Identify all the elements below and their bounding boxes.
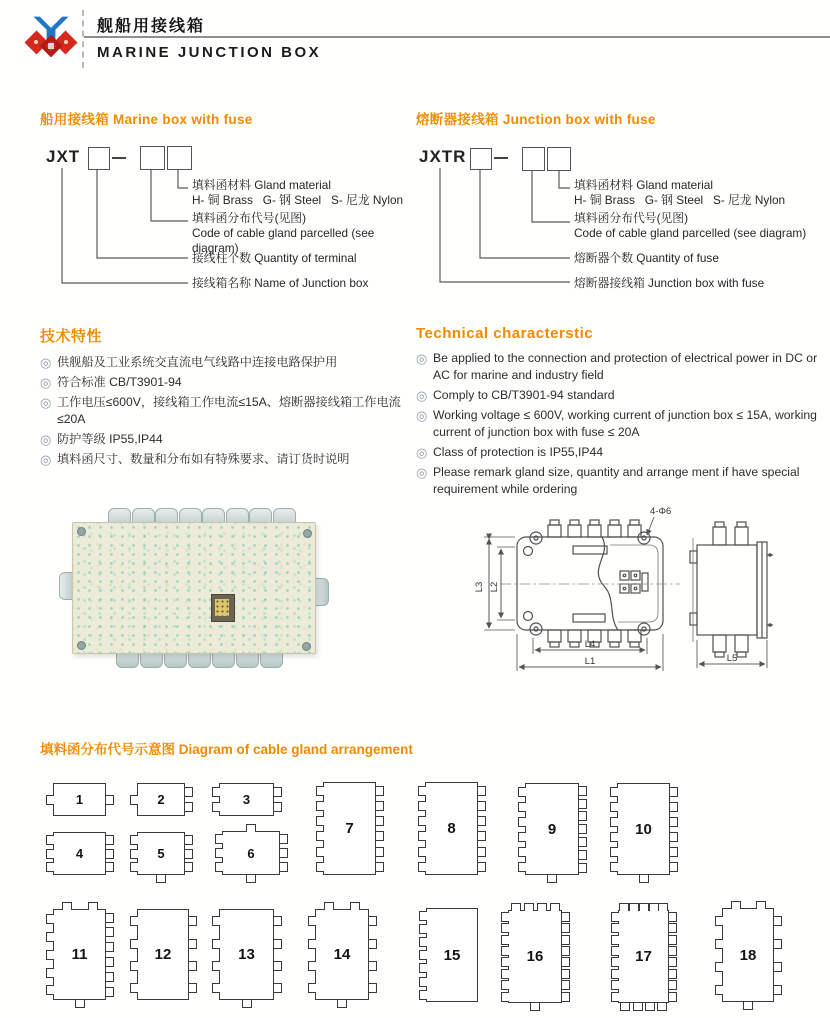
gland-box-number: 2	[157, 792, 165, 807]
gland-stub	[579, 850, 587, 860]
gland-stub	[579, 863, 587, 873]
bullet-icon: ◎	[40, 375, 52, 390]
gland-stub	[774, 985, 782, 995]
gland-stub	[550, 903, 560, 911]
heading-gland-arrangement: 填料函分布代号示意图 Diagram of cable gland arrangement	[40, 742, 413, 757]
gland-stub	[419, 990, 427, 1000]
gland-stub	[376, 831, 384, 841]
gland-stub	[419, 977, 427, 987]
gland-stub	[274, 916, 282, 926]
gland-stub	[246, 875, 256, 883]
gland-stub	[756, 901, 766, 909]
gland-stub	[669, 912, 677, 922]
gland-stub	[215, 862, 223, 872]
gland-stub	[46, 968, 54, 978]
tech-item-text: 防护等级 IP55,IP44	[57, 432, 163, 446]
gland-box-number: 14	[333, 946, 351, 963]
gland-stub	[106, 927, 114, 937]
bullet-icon: ◎	[416, 465, 428, 480]
gland-stub	[419, 963, 427, 973]
gland-stub	[280, 848, 288, 858]
tech-item-text: Class of protection is IP55,IP44	[433, 445, 604, 459]
page-title-en: MARINE JUNCTION BOX	[97, 44, 322, 61]
gland-stub	[130, 983, 138, 993]
tech-item-text: 工作电压≤600V，接线箱工作电流≤15A、熔断器接线箱工作电流≤20A	[57, 395, 401, 426]
label-fuse-box-name: 熔断器接线箱 Junction box with fuse	[574, 276, 765, 290]
gland-stub	[731, 901, 741, 909]
gland-stub	[369, 961, 377, 971]
gland-stub	[518, 802, 526, 812]
gland-box-number: 5	[157, 846, 165, 861]
gland-stub	[418, 786, 426, 796]
gland-stub	[130, 961, 138, 971]
label-gland-code-en: Code of cable gland parcelled (see diagram)	[192, 226, 378, 255]
label-gland-material: 填料函材料 Gland material	[192, 178, 331, 192]
gland-stub	[547, 875, 557, 883]
gland-box-1	[53, 783, 106, 816]
gland-stub	[189, 939, 197, 949]
gland-stub	[658, 903, 668, 911]
gland-box-number: 9	[547, 820, 557, 838]
corner-screw	[77, 641, 86, 650]
gland-stub	[620, 1003, 630, 1011]
dim-label-l1: L1	[584, 656, 596, 667]
gland-stub	[610, 817, 618, 827]
label-fuse-quantity: 熔断器个数 Quantity of fuse	[574, 251, 719, 265]
gland-stub	[156, 875, 166, 883]
gland-stub	[524, 903, 534, 911]
gland-stub	[501, 946, 509, 956]
gland-stub	[611, 923, 619, 933]
gland-stub	[316, 831, 324, 841]
label-gland-code: 填料函分布代号(见图)	[574, 211, 689, 225]
gland-stub	[308, 916, 316, 926]
model-code-jxt: JXT	[46, 147, 81, 166]
gland-stub	[324, 902, 334, 910]
gland-stub	[106, 862, 114, 872]
gland-stub	[376, 862, 384, 872]
gland-box-number: 11	[71, 946, 88, 963]
heading-fuse-box: 熔断器接线箱 Junction box with fuse	[416, 112, 656, 127]
gland-stub	[611, 957, 619, 967]
gland-stub	[562, 923, 570, 933]
gland-stub	[579, 837, 587, 847]
gland-stub	[316, 862, 324, 872]
page-title-zh: 舰船用接线箱	[97, 18, 206, 35]
tech-item-text: 填料函尺寸、数量和分布如有特殊要求、请订货时说明	[57, 452, 350, 466]
gland-stub	[774, 939, 782, 949]
gland-box-9	[525, 783, 579, 875]
gland-stub	[518, 832, 526, 842]
gland-stub	[106, 987, 114, 997]
gland-stub	[418, 816, 426, 826]
gland-box-number: 1	[75, 792, 84, 807]
gland-box-number: 3	[242, 792, 251, 807]
gland-stub	[130, 795, 138, 805]
gland-stub	[611, 912, 619, 922]
gland-stub	[212, 939, 220, 949]
gland-stub	[611, 946, 619, 956]
gland-stub	[189, 983, 197, 993]
gland-stub	[610, 787, 618, 797]
gland-box-number: 12	[154, 946, 172, 963]
gland-stub	[478, 862, 486, 872]
gland-stub	[633, 1003, 643, 1011]
gland-stub	[280, 862, 288, 872]
gland-stub	[610, 862, 618, 872]
gland-stub	[215, 834, 223, 844]
gland-stub	[280, 834, 288, 844]
gland-stub	[189, 916, 197, 926]
gland-stub	[669, 969, 677, 979]
gland-stub	[185, 835, 193, 845]
gland-box-4	[53, 832, 106, 875]
gland-stub	[419, 924, 427, 934]
gland-stub	[242, 1000, 252, 1008]
gland-stub	[308, 983, 316, 993]
gland-stub	[562, 969, 570, 979]
gland-stub	[189, 961, 197, 971]
gland-stub	[185, 802, 193, 812]
gland-stub	[418, 862, 426, 872]
model-code-jxtr: JXTR	[419, 147, 467, 166]
gland-stub	[670, 787, 678, 797]
gland-stub	[501, 957, 509, 967]
gland-box-18	[722, 908, 774, 1002]
gland-box-11	[53, 909, 106, 1000]
gland-stub	[369, 983, 377, 993]
gland-stub	[669, 992, 677, 1002]
gland-stub	[274, 961, 282, 971]
gland-stub	[419, 937, 427, 947]
gland-stub	[212, 802, 220, 812]
gland-stub	[518, 847, 526, 857]
gland-stub	[669, 946, 677, 956]
gland-stub	[418, 847, 426, 857]
gland-stub	[212, 983, 220, 993]
gland-stub	[511, 903, 521, 911]
gland-stub	[518, 862, 526, 872]
gland-stub	[715, 962, 723, 972]
gland-stub	[501, 923, 509, 933]
gland-box-number: 16	[526, 948, 544, 965]
tech-item-text: 符合标准 CB/T3901-94	[57, 375, 182, 389]
dim-label-l4: L4	[584, 639, 596, 650]
gland-stub	[46, 914, 54, 924]
gland-stub	[46, 849, 54, 859]
gland-stub	[579, 799, 587, 809]
gland-stub	[419, 950, 427, 960]
gland-box-number: 4	[75, 846, 84, 861]
gland-stub	[715, 939, 723, 949]
gland-stub	[308, 939, 316, 949]
gland-stub	[350, 902, 360, 910]
gland-stub	[610, 832, 618, 842]
gland-stub	[670, 862, 678, 872]
gland-box-7	[323, 782, 376, 875]
gland-stub	[369, 916, 377, 926]
gland-stub	[743, 1002, 753, 1010]
gland-box-13	[219, 909, 274, 1000]
gland-stub	[501, 912, 509, 922]
gland-stub	[670, 847, 678, 857]
gland-stub	[212, 787, 220, 797]
gland-stub	[130, 862, 138, 872]
gland-stub	[639, 875, 649, 883]
gland-stub	[106, 795, 114, 805]
hole-note: 4-Φ6	[650, 506, 672, 517]
gland-stub	[537, 903, 547, 911]
gland-stub	[501, 980, 509, 990]
junction-box-body	[72, 522, 316, 654]
tech-heading-zh: 技术特性	[40, 328, 103, 345]
corner-screw	[303, 529, 312, 538]
gland-box-number: 13	[238, 946, 255, 963]
gland-stub	[670, 817, 678, 827]
gland-stub	[246, 824, 256, 832]
gland-stub	[774, 916, 782, 926]
gland-stub	[376, 847, 384, 857]
gland-box-number: 6	[247, 845, 255, 861]
tech-heading-en: Technical characterstic	[416, 325, 594, 342]
gland-stub	[669, 923, 677, 933]
gland-stub	[418, 831, 426, 841]
gland-stub	[106, 849, 114, 859]
gland-stub	[670, 832, 678, 842]
gland-stub	[185, 862, 193, 872]
gland-stub	[46, 862, 54, 872]
gland-box-10	[617, 783, 670, 875]
gland-stub	[46, 932, 54, 942]
gland-stub	[649, 903, 659, 911]
gland-stub	[376, 801, 384, 811]
gland-stub	[316, 786, 324, 796]
gland-box-14	[315, 909, 369, 1000]
gland-stub	[130, 835, 138, 845]
gland-stub	[212, 961, 220, 971]
corner-screw	[302, 642, 311, 651]
gland-box-number: 7	[345, 820, 354, 837]
gland-stub	[46, 950, 54, 960]
gland-stub	[579, 786, 587, 796]
gland-stub	[610, 847, 618, 857]
gland-stub	[106, 913, 114, 923]
label-gland-code-en: Code of cable gland parcelled (see diagram)	[574, 226, 807, 240]
gland-stub	[274, 787, 282, 797]
label-gland-code: 填料函分布代号(见图)	[192, 211, 307, 225]
gland-stub	[419, 911, 427, 921]
bullet-icon: ◎	[40, 452, 52, 467]
gland-stub	[75, 1000, 85, 1008]
gland-stub	[46, 985, 54, 995]
gland-stub	[579, 811, 587, 821]
gland-stub	[369, 939, 377, 949]
gland-stub	[316, 847, 324, 857]
gland-stub	[106, 942, 114, 952]
bullet-icon: ◎	[40, 432, 52, 447]
gland-box-12	[137, 909, 189, 1000]
gland-stub	[130, 849, 138, 859]
label-gland-material-options: H- 铜 Brass G- 钢 Steel S- 尼龙 Nylon	[192, 193, 404, 207]
gland-stub	[669, 957, 677, 967]
gland-stub	[562, 957, 570, 967]
gland-stub	[669, 980, 677, 990]
gland-stub	[611, 935, 619, 945]
gland-box-16	[508, 910, 562, 1003]
gland-stub	[46, 835, 54, 845]
gland-stub	[212, 916, 220, 926]
tech-item-text: 供舰船及工业系统交直流电气线路中连接电路保护用	[57, 355, 338, 369]
gland-stub	[639, 903, 649, 911]
gland-stub	[130, 916, 138, 926]
gland-box-number: 10	[635, 820, 652, 838]
gland-stub	[518, 787, 526, 797]
gland-stub	[185, 787, 193, 797]
gland-stub	[657, 1003, 667, 1011]
gland-stub	[562, 992, 570, 1002]
gland-stub	[274, 939, 282, 949]
gland-stub	[610, 802, 618, 812]
gland-stub	[316, 816, 324, 826]
gland-box-2	[137, 783, 185, 816]
gland-stub	[562, 935, 570, 945]
gland-stub	[376, 816, 384, 826]
bullet-icon: ◎	[416, 388, 428, 403]
bullet-icon: ◎	[416, 351, 428, 366]
gland-stub	[376, 786, 384, 796]
gland-stub	[611, 969, 619, 979]
bullet-icon: ◎	[416, 445, 428, 460]
label-gland-material-options: H- 铜 Brass G- 钢 Steel S- 尼龙 Nylon	[574, 193, 786, 207]
gland-stub	[478, 831, 486, 841]
gland-stub	[130, 939, 138, 949]
gland-stub	[619, 903, 629, 911]
gland-stub	[611, 980, 619, 990]
tech-item-text: Please remark gland size, quantity and arrange ment if have special requirement while ordering	[433, 465, 800, 496]
gland-stub	[316, 801, 324, 811]
gland-box-3	[219, 783, 274, 816]
bullet-icon: ◎	[40, 355, 52, 370]
nameplate-label	[211, 594, 235, 622]
gland-stub	[418, 801, 426, 811]
label-gland-material: 填料函材料 Gland material	[574, 178, 713, 192]
gland-stub	[715, 916, 723, 926]
gland-stub	[611, 992, 619, 1002]
gland-stub	[670, 802, 678, 812]
gland-stub	[478, 847, 486, 857]
gland-box-15	[426, 908, 478, 1002]
gland-box-17	[618, 910, 669, 1003]
gland-stub	[478, 816, 486, 826]
gland-stub	[106, 957, 114, 967]
gland-stub	[62, 902, 72, 910]
gland-stub	[501, 992, 509, 1002]
gland-stub	[478, 786, 486, 796]
dim-label-l2: L2	[489, 581, 500, 593]
gland-stub	[562, 912, 570, 922]
gland-stub	[501, 935, 509, 945]
gland-stub	[518, 817, 526, 827]
gland-stub	[562, 980, 570, 990]
dim-label-l3: L3	[474, 581, 485, 593]
bullet-icon: ◎	[416, 408, 428, 423]
label-box-name: 接线箱名称 Name of Junction box	[192, 276, 369, 290]
gland-stub	[562, 946, 570, 956]
gland-stub	[274, 802, 282, 812]
tech-item-text: Be applied to the connection and protection of electrical power in DC or AC for marine and industry field	[433, 351, 818, 382]
corner-screw	[77, 527, 86, 536]
gland-box-number: 18	[739, 946, 757, 964]
gland-stub	[88, 902, 98, 910]
gland-stub	[106, 835, 114, 845]
tech-item-text: Comply to CB/T3901-94 standard	[433, 388, 615, 402]
gland-stub	[501, 969, 509, 979]
gland-stub	[669, 935, 677, 945]
gland-stub	[774, 962, 782, 972]
gland-box-number: 17	[635, 948, 652, 965]
gland-stub	[337, 1000, 347, 1008]
gland-stub	[308, 961, 316, 971]
gland-stub	[185, 849, 193, 859]
gland-stub	[530, 1003, 540, 1011]
gland-stub	[629, 903, 639, 911]
gland-box-8	[425, 782, 478, 875]
gland-box-5	[137, 832, 185, 875]
gland-stub	[715, 985, 723, 995]
heading-marine-box: 船用接线箱 Marine box with fuse	[40, 112, 253, 127]
gland-stub	[579, 824, 587, 834]
gland-stub	[645, 1003, 655, 1011]
gland-stub	[274, 983, 282, 993]
bullet-icon: ◎	[40, 395, 52, 410]
gland-stub	[106, 972, 114, 982]
gland-box-number: 8	[447, 820, 456, 837]
label-terminal-quantity: 接线柱个数 Quantity of terminal	[192, 251, 357, 265]
gland-box-6	[222, 831, 280, 875]
gland-stub	[215, 848, 223, 858]
dim-label-l5: L5	[726, 653, 738, 664]
gland-stub	[478, 801, 486, 811]
gland-stub	[46, 795, 54, 805]
tech-item-text: Working voltage ≤ 600V, working current of junction box ≤ 15A, working current of junction box with fuse ≤ 20A	[433, 408, 817, 439]
gland-box-number: 15	[443, 946, 461, 964]
